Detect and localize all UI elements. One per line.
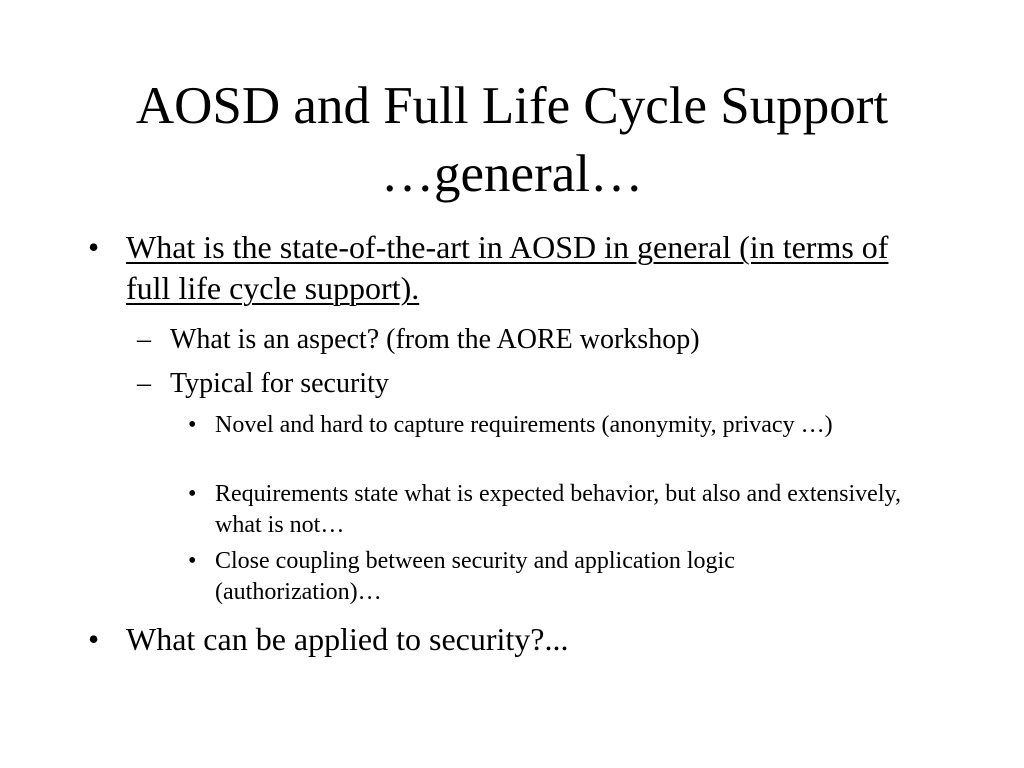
bullet-marker: •	[188, 412, 197, 438]
sub-sub-bullet-text: Novel and hard to capture requirements (anonymity, privacy …)	[215, 412, 833, 438]
sub-sub-bullet-text: Requirements state what is expected behavior, but also and extensively, what is not…	[215, 481, 901, 538]
sub-sub-bullet-text: Close coupling between security and application logic (authorization)…	[215, 548, 735, 605]
slide-title	[60, 72, 964, 208]
sub-sub-bullet-item-expected-behavior	[0, 479, 905, 541]
bullet-text: What is the state-of-the-art in AOSD in general (in terms of full life cycle support).	[126, 229, 889, 306]
bullet-marker: •	[88, 229, 100, 265]
bullet-item-applied-to-security	[0, 619, 938, 660]
bullet-text: What can be applied to security?...	[126, 621, 569, 657]
bullet-item-state-of-the-art	[0, 227, 938, 309]
sub-bullet-text: What is an aspect? (from the AORE workshop)	[170, 324, 700, 355]
bullet-marker: •	[188, 481, 197, 507]
bullet-marker: •	[88, 621, 100, 657]
dash-marker: –	[137, 324, 151, 355]
sub-bullet-item-security	[0, 367, 950, 401]
sub-bullet-text: Typical for security	[170, 368, 389, 399]
slide-title-line-1: AOSD and Full Life Cycle Support	[135, 77, 889, 135]
dash-marker: –	[137, 368, 151, 399]
bullet-marker: •	[188, 548, 197, 574]
sub-sub-bullet-item-novel-requirements	[0, 410, 905, 441]
sub-bullet-item-aspect	[0, 323, 950, 357]
sub-sub-bullet-item-close-coupling	[0, 546, 905, 608]
slide-title-line-2: …general…	[381, 145, 643, 203]
